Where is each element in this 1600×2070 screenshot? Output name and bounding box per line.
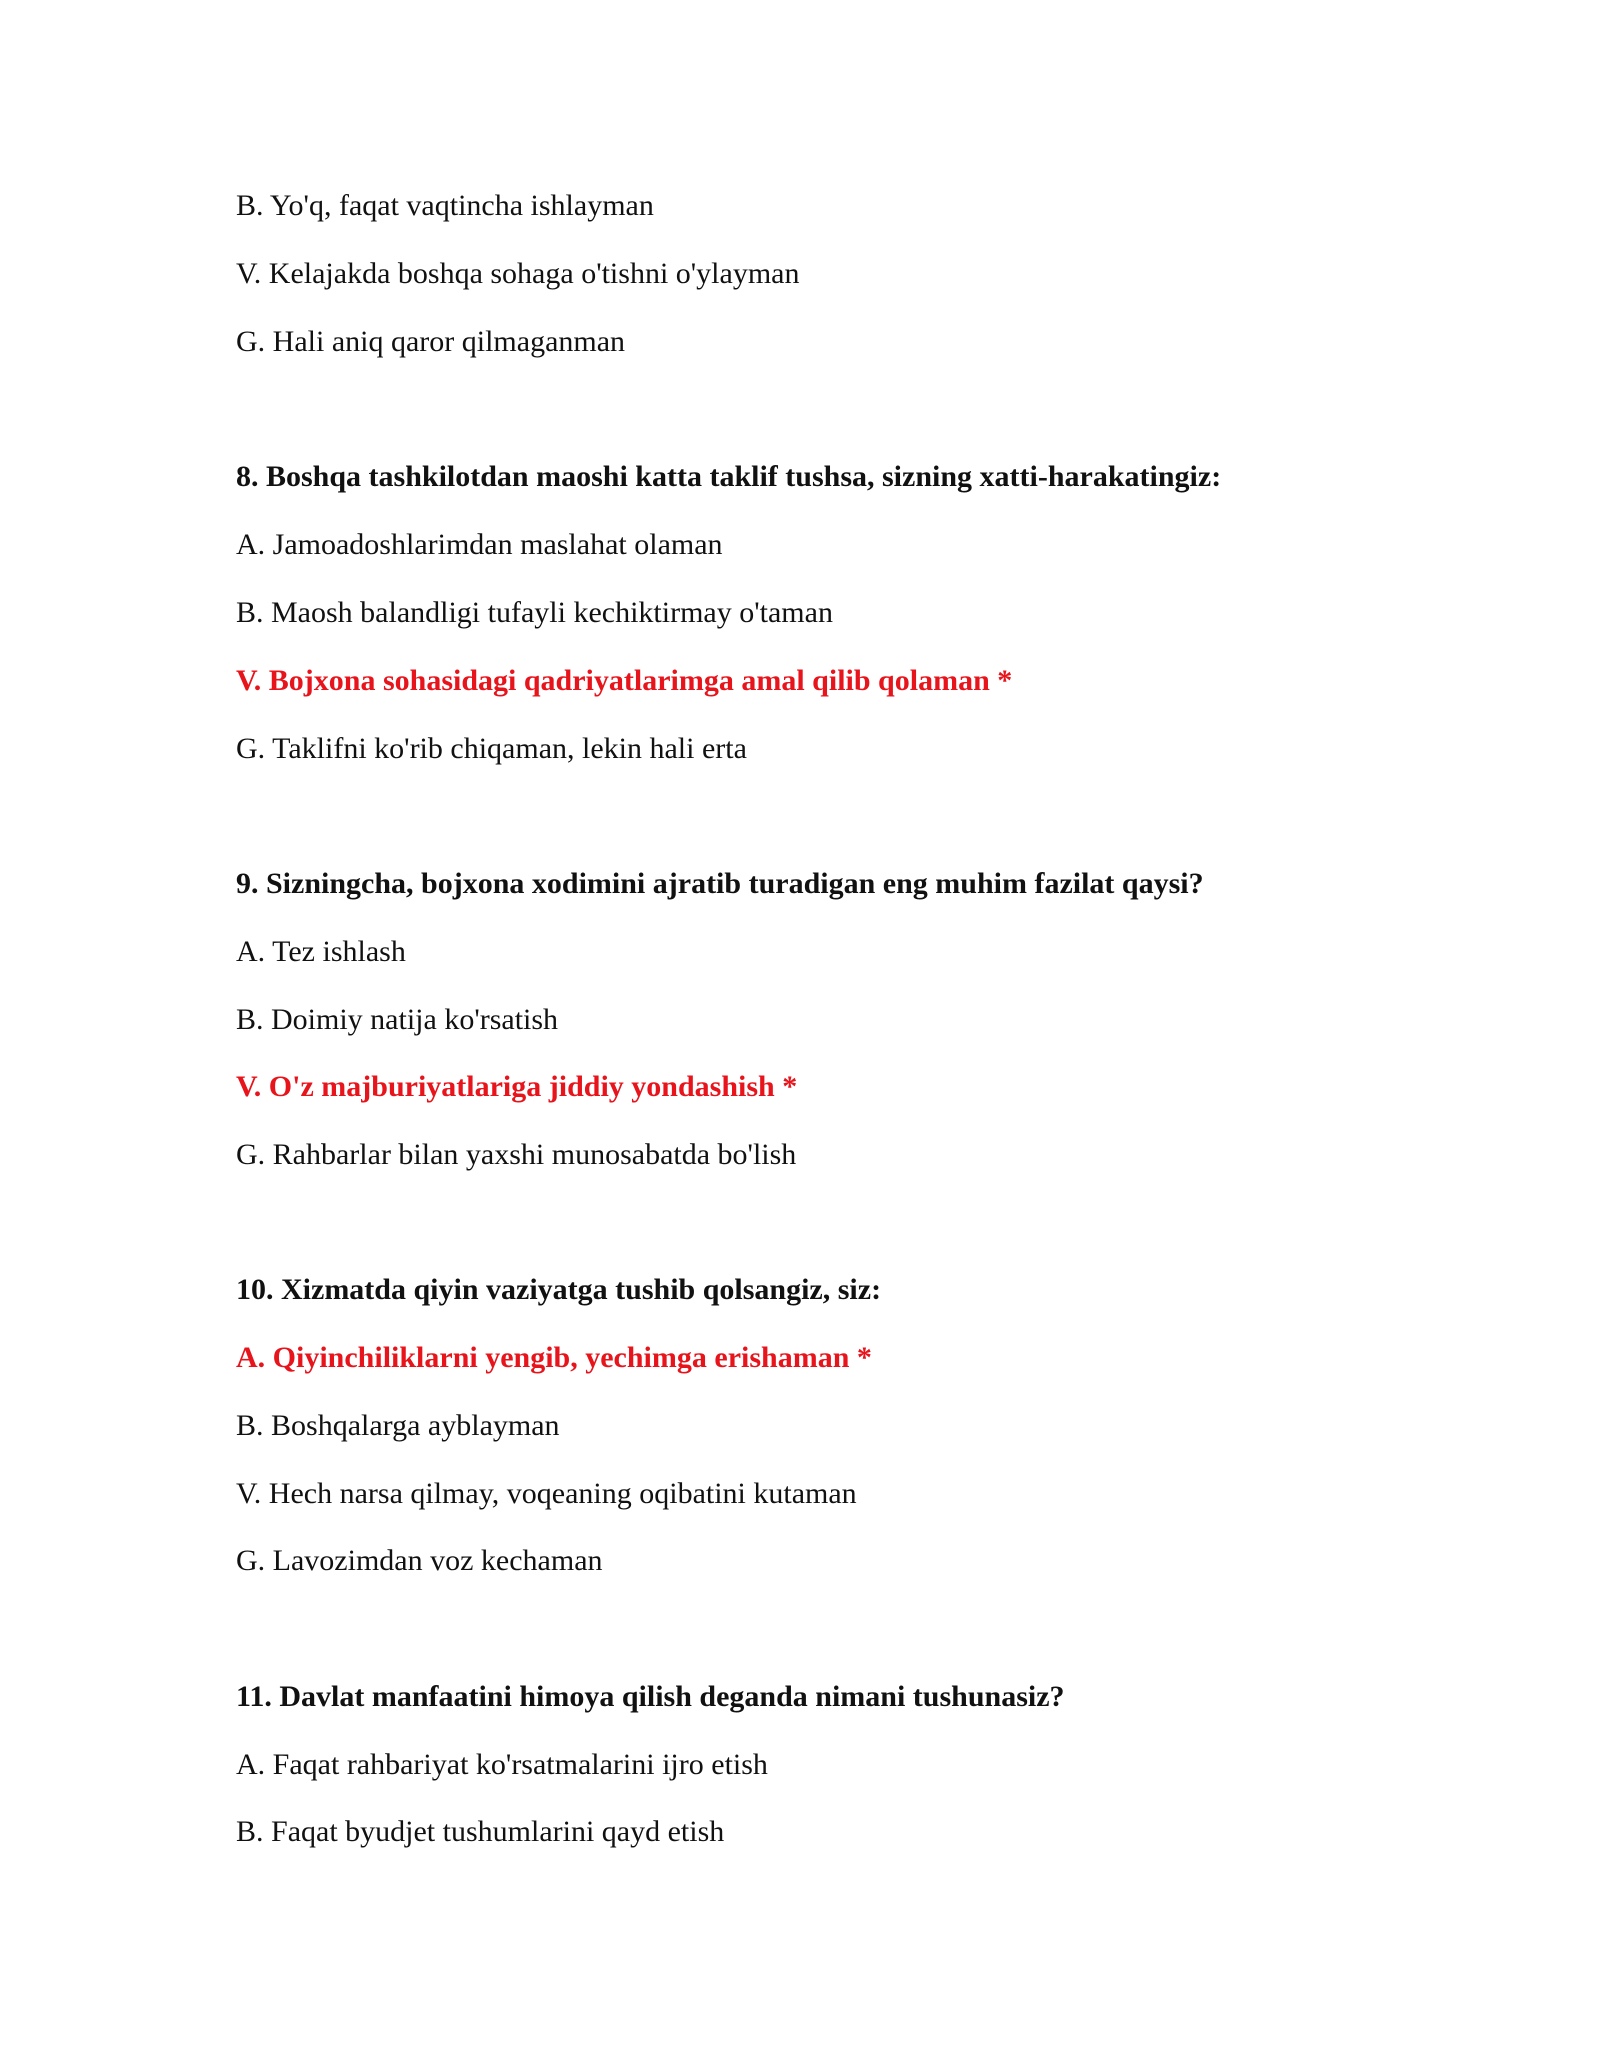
q8-option-a: A. Jamoadoshlarimdan maslahat olaman [236,528,723,561]
q9-option-g: G. Rahbarlar bilan yaxshi munosabatda bo'lish [236,1138,797,1171]
q8-option-g: G. Taklifni ko'rib chiqaman, lekin hali erta [236,732,747,765]
q9-option-a: A. Tez ishlash [236,935,406,968]
q8-question: 8. Boshqa tashkilotdan maoshi katta taklif tushsa, sizning xatti-harakatingiz: [236,460,1222,493]
q8-option-b: B. Maosh balandligi tufayli kechiktirmay o'taman [236,596,833,629]
q7-option-v: V. Kelajakda boshqa sohaga o'tishni o'ylayman [236,257,800,290]
q10-question: 10. Xizmatda qiyin vaziyatga tushib qolsangiz, siz: [236,1273,882,1306]
q10-option-g: G. Lavozimdan voz kechaman [236,1544,603,1577]
q7-option-g: G. Hali aniq qaror qilmaganman [236,325,626,358]
q10-option-a-correct: A. Qiyinchiliklarni yengib, yechimga erishaman * [236,1341,872,1374]
q9-option-b: B. Doimiy natija ko'rsatish [236,1003,559,1036]
q11-option-a: A. Faqat rahbariyat ko'rsatmalarini ijro etish [236,1748,768,1781]
q11-question: 11. Davlat manfaatini himoya qilish deganda nimani tushunasiz? [236,1680,1065,1713]
q10-option-b: B. Boshqalarga ayblayman [236,1409,560,1442]
q7-option-b: B. Yo'q, faqat vaqtincha ishlayman [236,189,654,222]
q9-question: 9. Sizningcha, bojxona xodimini ajratib turadigan eng muhim fazilat qaysi? [236,867,1204,900]
q8-option-v-correct: V. Bojxona sohasidagi qadriyatlarimga amal qilib qolaman * [236,664,1013,697]
q9-option-v-correct: V. O'z majburiyatlariga jiddiy yondashish * [236,1070,798,1103]
q10-option-v: V. Hech narsa qilmay, voqeaning oqibatini kutaman [236,1477,857,1510]
q11-option-b: B. Faqat byudjet tushumlarini qayd etish [236,1815,725,1848]
